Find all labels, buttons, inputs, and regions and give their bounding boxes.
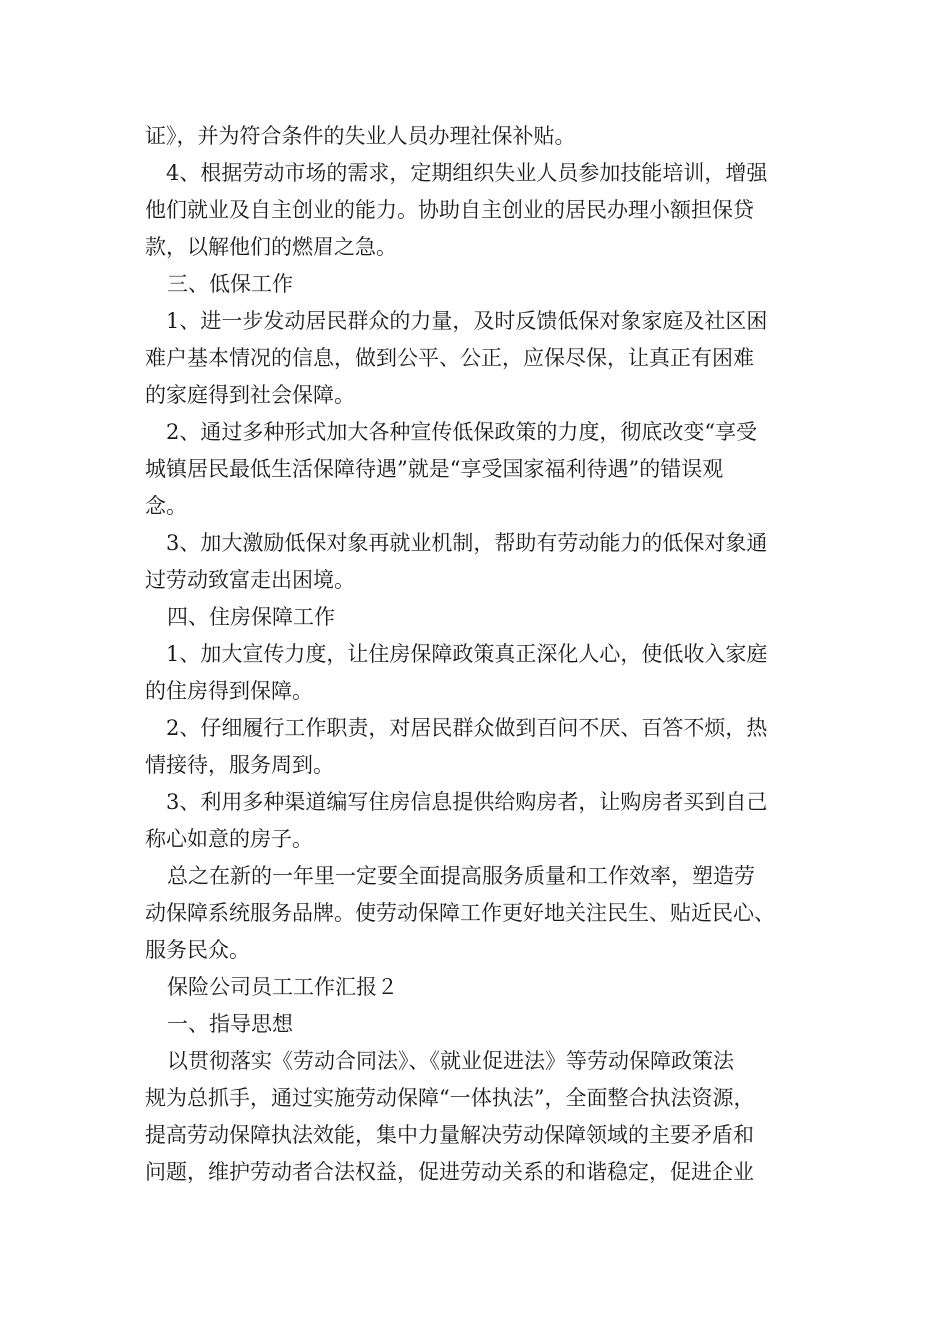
text-line: 难户基本情况的信息，做到公平、公正，应保尽保，让真正有困难 <box>145 346 754 370</box>
text-line: 2、通过多种形式加大各种宣传低保政策的力度，彻底改变“享受 <box>166 420 758 444</box>
text-line: 他们就业及自主创业的能力。协助自主创业的居民办理小额担保贷 <box>145 198 754 222</box>
text-line: 款，以解他们的燃眉之急。 <box>145 235 397 259</box>
text-line: 称心如意的房子。 <box>145 827 313 851</box>
document-body <box>145 118 825 1191</box>
text-line: 的住房得到保障。 <box>145 679 313 703</box>
text-line: 情接待，服务周到。 <box>145 753 334 777</box>
text-line: 3、利用多种渠道编写住房信息提供给购房者，让购房者买到自己 <box>166 790 768 814</box>
text-line: 城镇居民最低生活保障待遇”就是“享受国家福利待遇”的错误观 <box>145 457 724 481</box>
text-line: 总之在新的一年里一定要全面提高服务质量和工作效率，塑造劳 <box>167 864 755 888</box>
text-line: 问题，维护劳动者合法权益，促进劳动关系的和谐稳定，促进企业 <box>145 1160 754 1184</box>
text-line: 证》，并为符合条件的失业人员办理社保补贴。 <box>145 124 576 148</box>
text-line: 以贯彻落实《劳动合同法》、《就业促进法》等劳动保障政策法 <box>167 1049 734 1073</box>
text-line: 1、加大宣传力度，让住房保障政策真正深化人心，使低收入家庭 <box>166 642 768 666</box>
text-line: 保险公司员工工作汇报２ <box>167 975 398 999</box>
text-line: 3、加大激励低保对象再就业机制，帮助有劳动能力的低保对象通 <box>166 531 768 555</box>
text-line: 提高劳动保障执法效能，集中力量解决劳动保障领域的主要矛盾和 <box>145 1123 754 1147</box>
text-line: 三、低保工作 <box>167 272 293 296</box>
text-line: 一、指导思想 <box>167 1012 293 1036</box>
text-line: 过劳动致富走出困境。 <box>145 568 355 592</box>
text-line: 服务民众。 <box>145 938 250 962</box>
text-line: 2、仔细履行工作职责，对居民群众做到百问不厌、百答不烦，热 <box>166 716 768 740</box>
text-line: 的家庭得到社会保障。 <box>145 383 355 407</box>
text-line: 动保障系统服务品牌。使劳动保障工作更好地关注民生、贴近民心、 <box>145 901 775 925</box>
text-line: 规为总抓手，通过实施劳动保障“一体执法”，全面整合执法资源， <box>145 1086 755 1110</box>
text-line: 4、根据劳动市场的需求，定期组织失业人员参加技能培训，增强 <box>166 161 768 185</box>
text-line: 1、进一步发动居民群众的力量，及时反馈低保对象家庭及社区困 <box>166 309 768 333</box>
text-line: 四、住房保障工作 <box>167 605 335 629</box>
text-line: 念。 <box>145 494 187 518</box>
